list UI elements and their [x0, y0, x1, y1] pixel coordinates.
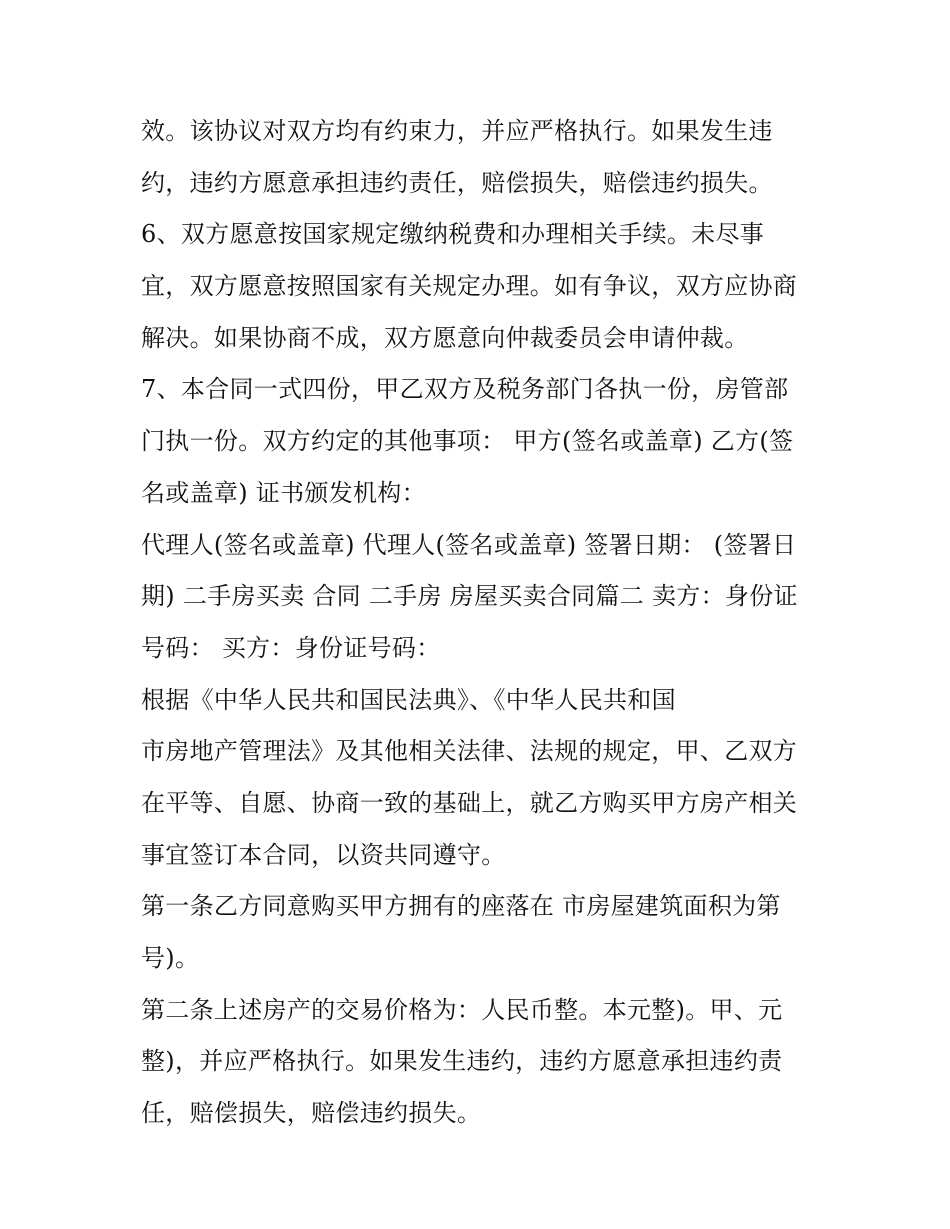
document-body — [141, 106, 821, 1140]
text-line: 约，违约方愿意承担违约责任，赔偿损失，赔偿违约损失。 — [141, 168, 773, 197]
text-line: 事宜签订本合同，以资共同遵守。 — [141, 840, 506, 869]
text-line: 在平等、自愿、协商一致的基础上，就乙方购买甲方房产相关 — [141, 788, 798, 817]
text-line: 宜，双方愿意按照国家有关规定办理。如有争议，双方应协商 — [141, 272, 798, 301]
text-line: 代理人(签名或盖章) 代理人(签名或盖章) 签署日期： (签署日 — [141, 530, 797, 559]
text-line: 号)。 — [141, 944, 200, 972]
text-line: 第二条上述房产的交易价格为：人民币整。本元整)。甲、元 — [141, 995, 783, 1024]
text-line: 门执一份。双方约定的其他事项： 甲方(签名或盖章) 乙方(签 — [141, 427, 794, 456]
text-line: 根据《中华人民共和国民法典》、《中华人民共和国 — [141, 685, 676, 714]
text-line: 6、双方愿意按国家规定缴纳税费和办理相关手续。未尽事 — [141, 220, 765, 249]
text-line: 期) 二手房买卖 合同 二手房 房屋买卖合同篇二 卖方：身份证 — [141, 582, 798, 611]
text-line: 解决。如果协商不成，双方愿意向仲裁委员会申请仲裁。 — [141, 323, 749, 352]
text-line: 效。该协议对双方均有约束力，并应严格执行。如果发生违 — [141, 117, 773, 145]
text-line: 整)，并应严格执行。如果发生违约，违约方愿意承担违约责 — [141, 1047, 783, 1076]
text-line: 号码： 买方：身份证号码： — [141, 633, 441, 662]
text-line: 市房地产管理法》及其他相关法律、法规的规定，甲、乙双方 — [141, 737, 798, 766]
text-line: 任，赔偿损失，赔偿违约损失。 — [141, 1099, 482, 1128]
text-line: 名或盖章) 证书颁发机构： — [141, 478, 426, 507]
text-line: 7、本合同一式四份，甲乙双方及税务部门各执一份，房管部 — [141, 375, 789, 404]
text-line: 第一条乙方同意购买甲方拥有的座落在 市房屋建筑面积为第 — [141, 892, 781, 921]
